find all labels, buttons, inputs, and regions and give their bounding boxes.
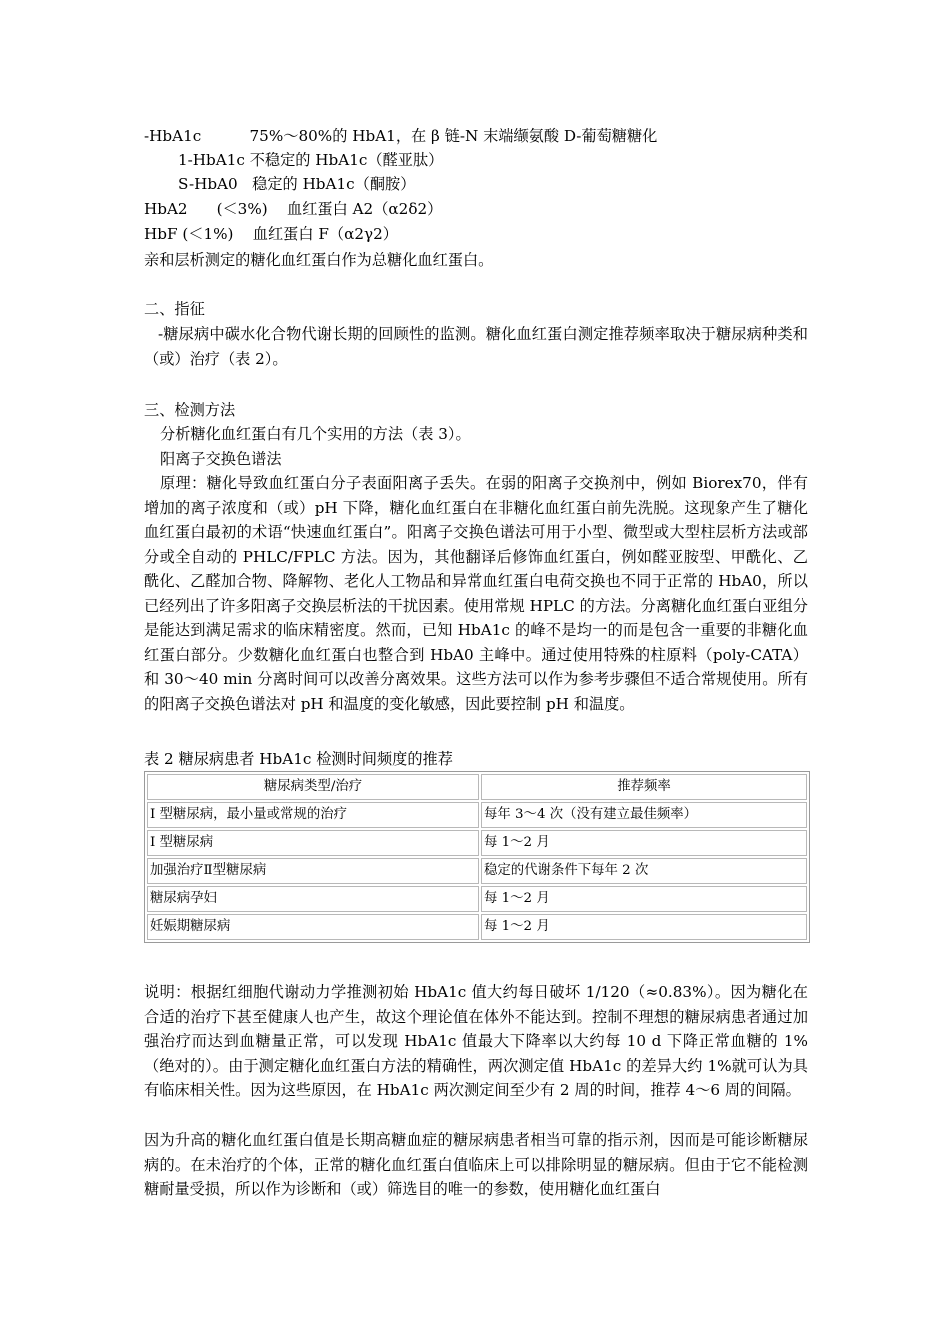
section3-method-title: 阳离子交换色谱法 (160, 450, 282, 468)
variant-hba2-line: HbA2 (＜3%) 血红蛋白 A2（α2δ2） (144, 200, 443, 218)
section3-heading: 三、检测方法 (144, 401, 236, 419)
table-cell-frequency: 稳定的代谢条件下每年 2 次 (481, 858, 807, 884)
table-header-row (147, 774, 807, 800)
variant-labile-line: 1-HbA1c 不稳定的 HbA1c（醛亚肽） (178, 151, 444, 169)
table-cell-type: Ⅰ 型糖尿病，最小量或常规的治疗 (147, 802, 479, 828)
table-row (147, 886, 807, 912)
table-cell-frequency: 每 1～2 月 (481, 886, 807, 912)
variant-hba1c-line: -HbA1c 75%～80%的 HbA1，在 β 链-N 末端缬氨酸 D-葡萄糖糖化 (144, 127, 658, 145)
section3-intro-line: 分析糖化血红蛋白有几个实用的方法（表 3）。 (160, 425, 471, 443)
section2-body: -糖尿病中碳水化合物代谢长期的回顾性的监测。糖化血红蛋白测定推荐频率取决于糖尿病种类和（或）治疗（表 2）。 (144, 325, 808, 368)
affinity-note-line: 亲和层析测定的糖化血红蛋白作为总糖化血红蛋白。 (144, 251, 494, 269)
table-row (147, 858, 807, 884)
table-row (147, 914, 807, 940)
table-header-cell: 推荐频率 (481, 774, 807, 800)
table2 (144, 771, 810, 943)
table-header-cell: 糖尿病类型/治疗 (147, 774, 479, 800)
table-cell-type: 加强治疗Ⅱ型糖尿病 (147, 858, 479, 884)
table-cell-type: Ⅰ 型糖尿病 (147, 830, 479, 856)
table-row (147, 830, 807, 856)
table-cell-frequency: 每 1～2 月 (481, 914, 807, 940)
table-cell-frequency: 每年 3～4 次（没有建立最佳频率） (481, 802, 807, 828)
table-cell-frequency: 每 1～2 月 (481, 830, 807, 856)
closing-paragraph: 因为升高的糖化血红蛋白值是长期高糖血症的糖尿病患者相当可靠的指示剂，因而是可能诊断糖尿病的。在未治疗的个体，正常的糖化血红蛋白值临床上可以排除明显的糖尿病。但由于它不能检测糖耐量受损，所以作为诊断和（或）筛选目的唯一的参数，使用糖化血红蛋白 (144, 1131, 808, 1198)
explanation-paragraph: 说明：根据红细胞代谢动力学推测初始 HbA1c 值大约每日破坏 1/120（≈0.83%）。因为糖化在合适的治疗下甚至健康人也产生，故这个理论值在体外不能达到。控制不理想的糖尿病患者通过加强治疗而达到血糖量正常，可以发现 HbA1c 值最大下降率以大约每 10 d 下降正常血糖的 1%（绝对的）。由于测定糖化血红蛋白方法的精确性，两次测定值 HbA1c 的差异大约 1%就可认为具有临床相关性。因为这些原因，在 HbA1c 两次测定间至少有 2 周的时间，推荐 4～6 周的间隔。 (144, 983, 808, 1099)
table-cell-type: 糖尿病孕妇 (147, 886, 479, 912)
table2-caption: 表 2 糖尿病患者 HbA1c 检测时间频度的推荐 (144, 750, 453, 768)
section2-heading: 二、指征 (144, 300, 205, 318)
table-cell-type: 妊娠期糖尿病 (147, 914, 479, 940)
variant-stable-line: S-HbA0 稳定的 HbA1c（酮胺） (178, 175, 416, 193)
variant-hbf-line: HbF (＜1%) 血红蛋白 F（α2γ2） (144, 225, 398, 243)
section3-principle: 原理：糖化导致血红蛋白分子表面阳离子丢失。在弱的阳离子交换剂中，例如 Biorex70，伴有增加的离子浓度和（或）pH 下降，糖化血红蛋白在非糖化血红蛋白前先洗脱。这现象产生了糖化血红蛋白最初的术语“快速血红蛋白”。阳离子交换色谱法可用于小型、微型或大型柱层析方法或部分或全自动的 PHLC/FPLC 方法。因为，其他翻译后修饰血红蛋白，例如醛亚胺型、甲酰化、乙酰化、乙醛加合物、降解物、老化人工物品和异常血红蛋白电荷交换也不同于正常的 HbA0，所以已经列出了许多阳离子交换层析法的干扰因素。使用常规 HPLC 的方法。分离糖化血红蛋白亚组分是能达到满足需求的临床精密度。然而，已知 HbA1c 的峰不是均一的而是包含一重要的非糖化血红蛋白部分。少数糖化血红蛋白也整合到 HbA0 主峰中。通过使用特殊的柱原料（poly-CATA）和 30～40 min 分离时间可以改善分离效果。这些方法可以作为参考步骤但不适合常规使用。所有的阳离子交换色谱法对 pH 和温度的变化敏感，因此要控制 pH 和温度。 (144, 474, 808, 713)
table-row (147, 802, 807, 828)
